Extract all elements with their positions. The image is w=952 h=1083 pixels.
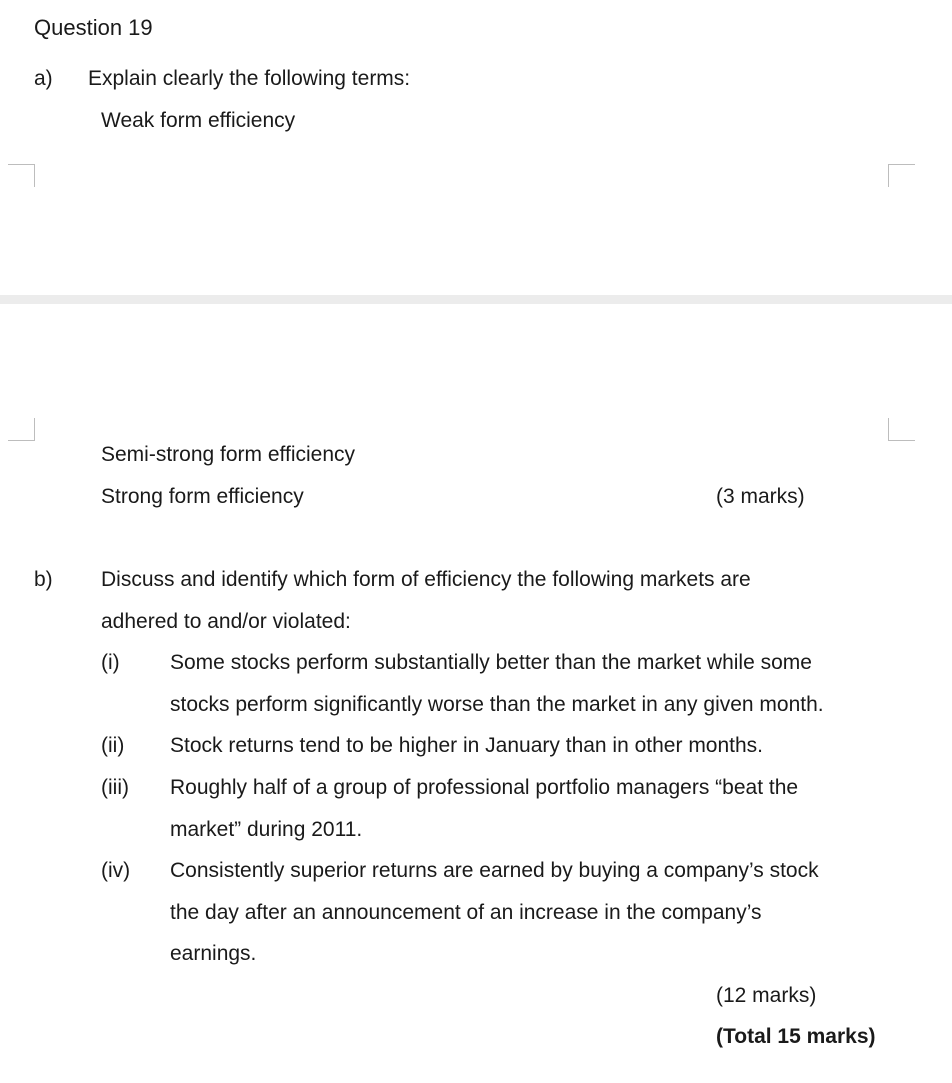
part-b-marks: (12 marks) [716, 984, 817, 1007]
crop-mark-top-left [8, 164, 35, 187]
question-heading: Question 19 [34, 15, 153, 40]
part-b-prompt-line-1: Discuss and identify which form of efficiency the following markets are [101, 568, 751, 591]
crop-mark-bottom-left [8, 418, 35, 441]
item-i-line-2: stocks perform significantly worse than the market in any given month. [170, 693, 824, 716]
item-ii-line-1: Stock returns tend to be higher in January than in other months. [170, 734, 764, 757]
part-a-label: a) [34, 67, 53, 90]
item-iv-line-2: the day after an announcement of an increase in the company’s [170, 901, 762, 924]
crop-mark-top-right [888, 164, 915, 187]
item-ii-numeral: (ii) [101, 734, 125, 757]
item-iii-line-2: market” during 2011. [170, 818, 363, 841]
item-iii-numeral: (iii) [101, 776, 129, 799]
item-iv-numeral: (iv) [101, 859, 131, 882]
item-i-line-1: Some stocks perform substantially better than the market while some [170, 651, 812, 674]
part-a-marks: (3 marks) [716, 485, 805, 508]
part-b-prompt-line-2: adhered to and/or violated: [101, 610, 351, 633]
part-b-label: b) [34, 568, 53, 591]
crop-mark-bottom-right [888, 418, 915, 441]
item-i-numeral: (i) [101, 651, 120, 674]
term-semi-strong-form: Semi-strong form efficiency [101, 443, 356, 466]
term-weak-form: Weak form efficiency [101, 109, 296, 132]
total-marks: (Total 15 marks) [716, 1025, 876, 1048]
item-iii-line-1: Roughly half of a group of professional portfolio managers “beat the [170, 776, 799, 799]
part-a-prompt: Explain clearly the following terms: [88, 67, 411, 90]
item-iv-line-1: Consistently superior returns are earned by buying a company’s stock [170, 859, 819, 882]
term-strong-form: Strong form efficiency [101, 485, 304, 508]
page-break [0, 295, 952, 304]
item-iv-line-3: earnings. [170, 942, 257, 965]
